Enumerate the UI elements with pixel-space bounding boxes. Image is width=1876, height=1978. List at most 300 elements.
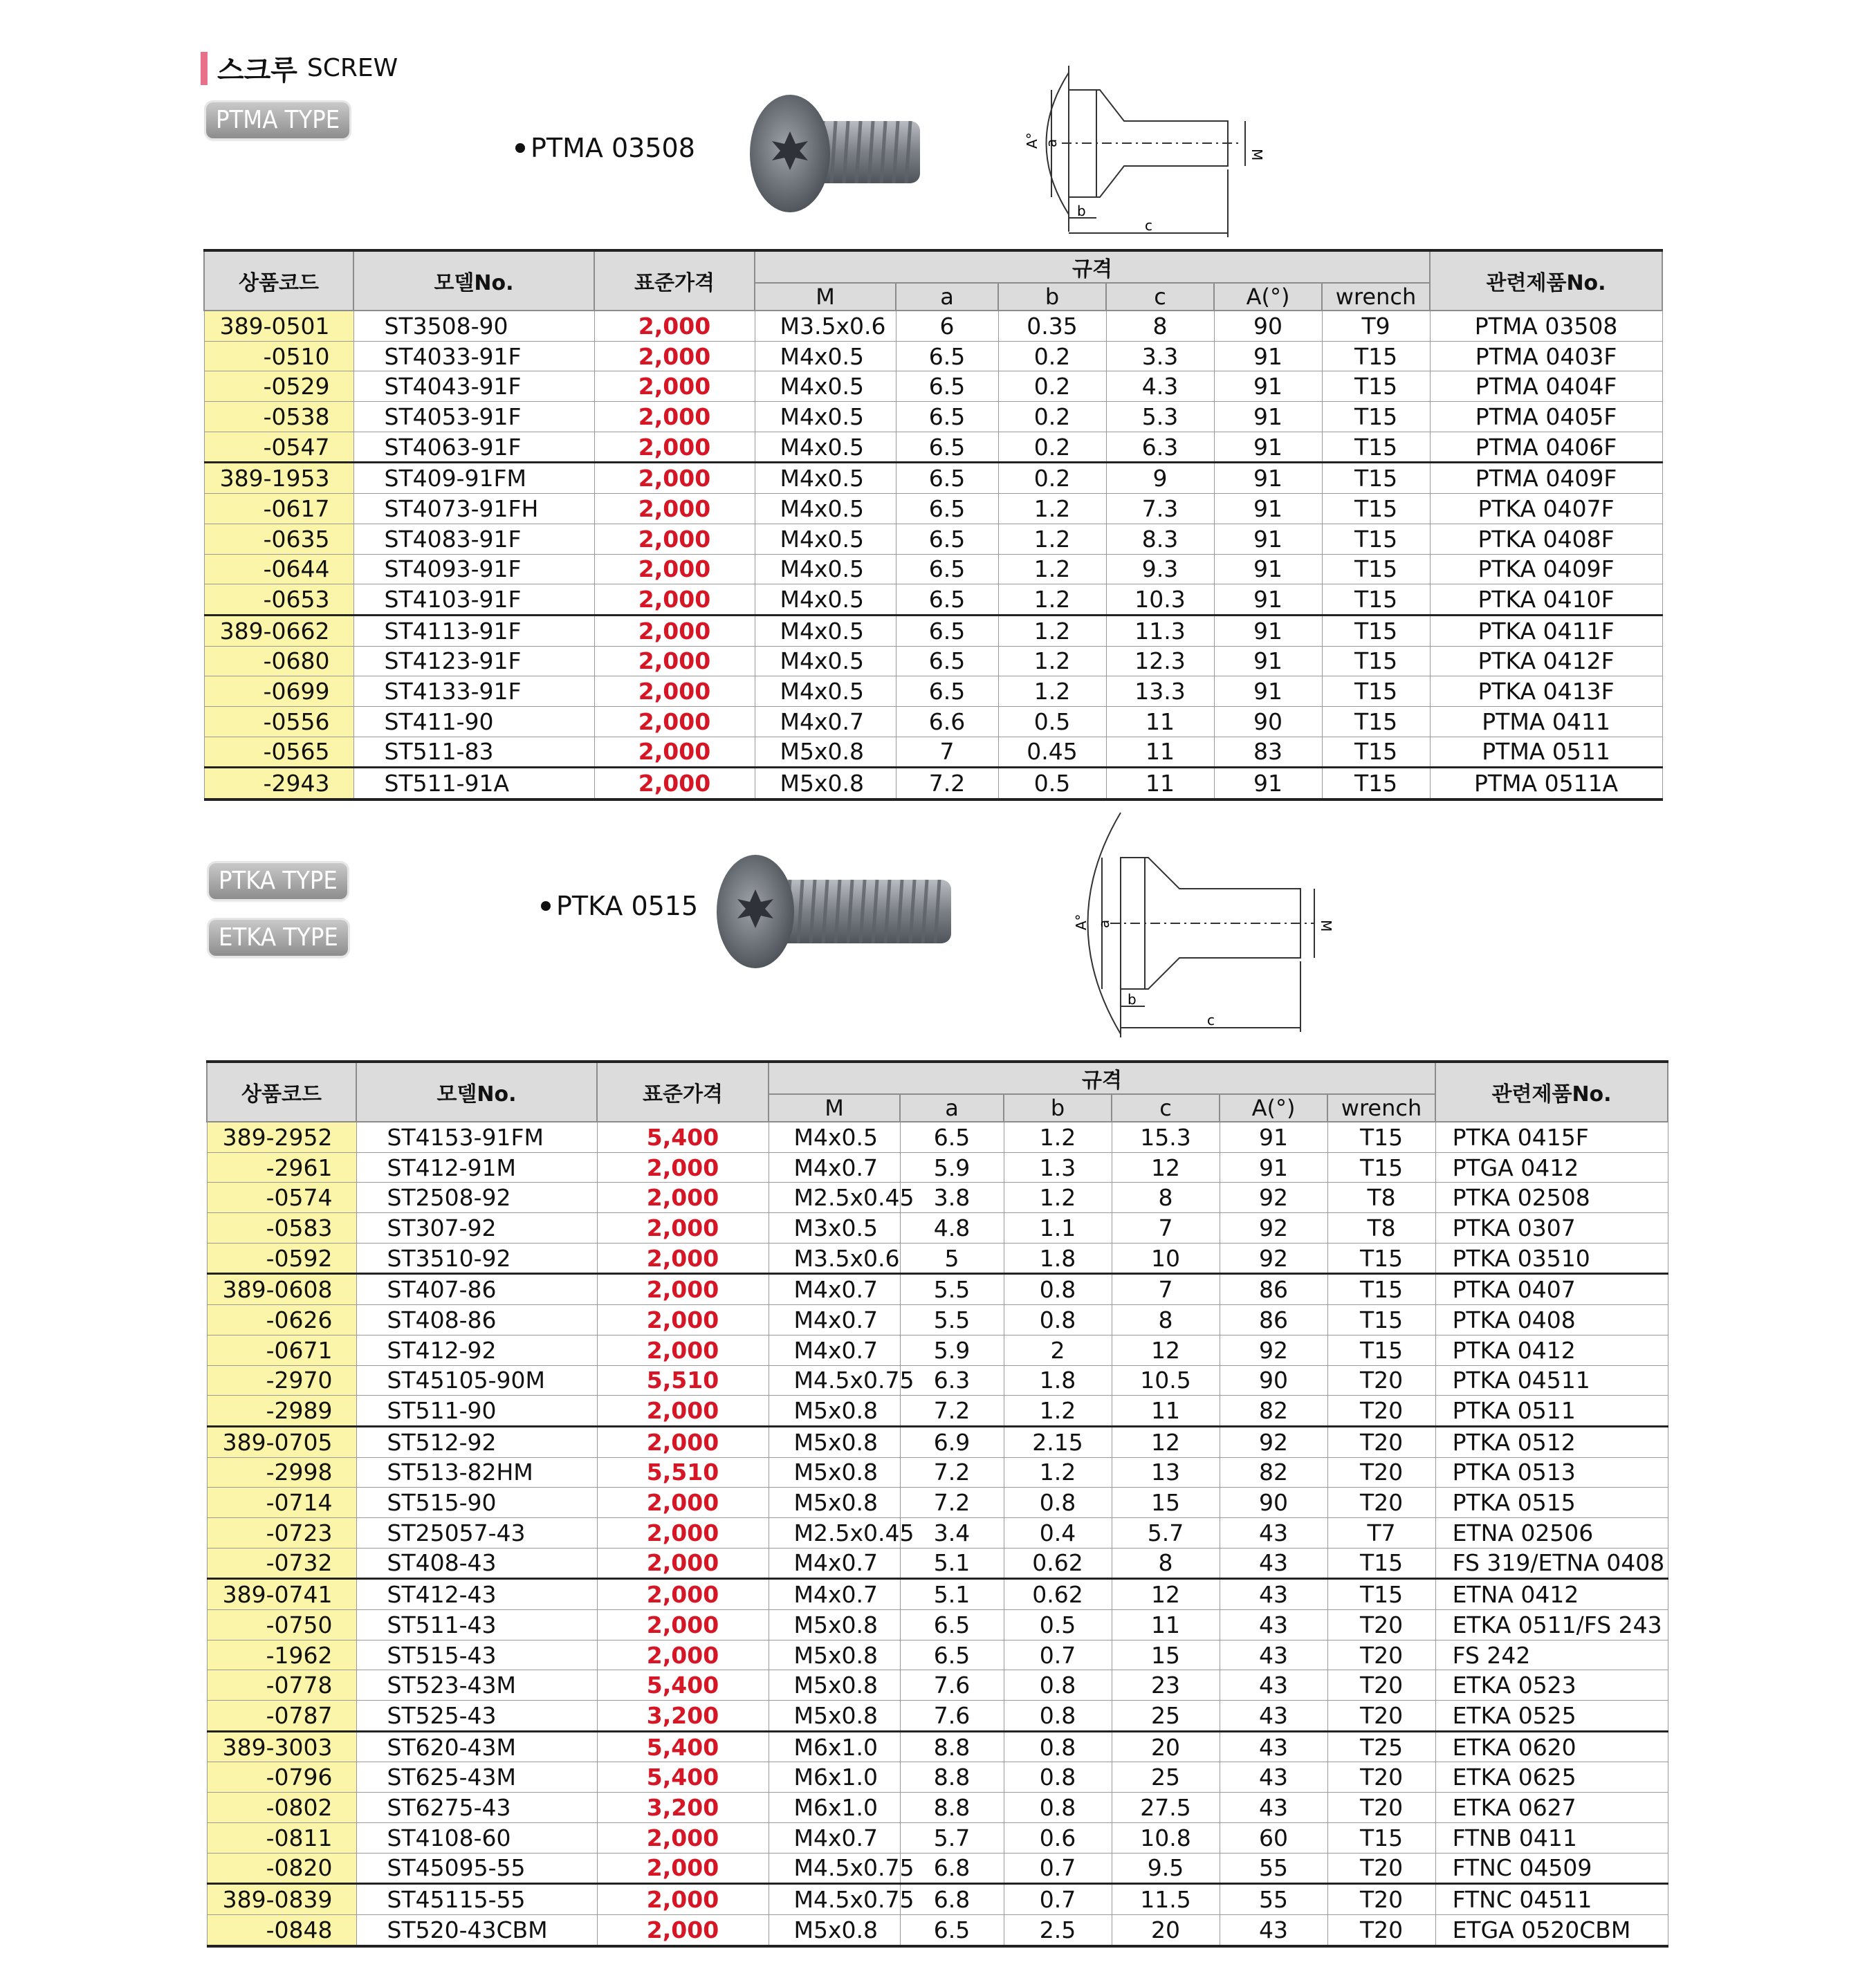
cell-angle: 90 (1220, 1488, 1327, 1518)
header-spec: 규격 (769, 1062, 1435, 1094)
cell-b: 0.8 (1004, 1274, 1112, 1305)
cell-c: 8.3 (1106, 524, 1214, 554)
cell-thread: M5x0.8 (769, 1396, 900, 1427)
table-row (207, 1884, 1668, 1915)
cell-b: 1.2 (998, 494, 1106, 524)
cell-angle: 91 (1214, 463, 1322, 494)
cell-related: ETGA 0520CBM (1435, 1914, 1668, 1945)
cell-price: 2,000 (597, 1335, 769, 1365)
cell-code: -0723 (207, 1517, 356, 1548)
table-row (207, 1762, 1668, 1793)
cell-b: 2.5 (1004, 1914, 1112, 1945)
table-row (207, 1793, 1668, 1823)
cell-related: PTKA 03510 (1435, 1243, 1668, 1274)
cell-wrench: T20 (1327, 1914, 1435, 1945)
cell-related: PTKA 0407F (1430, 494, 1662, 524)
table-row (207, 1396, 1668, 1427)
cell-b: 0.5 (998, 768, 1106, 799)
cell-model: ST511-43 (356, 1610, 597, 1640)
cell-related: ETKA 0523 (1435, 1670, 1668, 1701)
header-a: a (896, 283, 998, 311)
cell-code: 389-0705 (207, 1426, 356, 1457)
cell-model: ST4108-60 (356, 1822, 597, 1853)
cell-c: 4.3 (1106, 371, 1214, 402)
cell-related: PTMA 03508 (1430, 311, 1662, 341)
cell-b: 0.8 (1004, 1701, 1112, 1732)
cell-related: PTMA 0511A (1430, 768, 1662, 799)
product-label-ptma (515, 133, 695, 163)
cell-a: 7.2 (896, 768, 998, 799)
header-wrench: wrench (1322, 283, 1430, 311)
cell-angle: 91 (1214, 432, 1322, 463)
cell-price: 2,000 (594, 341, 755, 371)
cell-price: 2,000 (594, 706, 755, 737)
cell-c: 25 (1112, 1762, 1220, 1793)
cell-angle: 60 (1220, 1822, 1327, 1853)
cell-code: -0617 (204, 494, 353, 524)
cell-c: 5.7 (1112, 1517, 1220, 1548)
header-price: 표준가격 (597, 1062, 769, 1122)
cell-thread: M2.5x0.45 (769, 1517, 900, 1548)
cell-price: 2,000 (594, 554, 755, 584)
table-row (204, 463, 1662, 494)
cell-a: 6.5 (896, 524, 998, 554)
cell-code: -0592 (207, 1243, 356, 1274)
cell-c: 12 (1112, 1579, 1220, 1610)
cell-b: 1.8 (1004, 1243, 1112, 1274)
cell-code: -0635 (204, 524, 353, 554)
cell-code: -0565 (204, 737, 353, 768)
cell-code: -2989 (207, 1396, 356, 1427)
table-row (204, 706, 1662, 737)
header-A: A(°) (1214, 283, 1322, 311)
cell-b: 1.2 (998, 554, 1106, 584)
cell-price: 2,000 (597, 1517, 769, 1548)
cell-angle: 90 (1214, 706, 1322, 737)
cell-thread: M4x0.5 (755, 524, 896, 554)
diagram-label-A: A° (1073, 914, 1089, 930)
cell-angle: 91 (1214, 524, 1322, 554)
cell-wrench: T15 (1327, 1548, 1435, 1579)
cell-angle: 43 (1220, 1548, 1327, 1579)
cell-c: 20 (1112, 1731, 1220, 1762)
cell-b: 0.2 (998, 402, 1106, 432)
cell-b: 0.62 (1004, 1548, 1112, 1579)
cell-code: 389-0608 (207, 1274, 356, 1305)
cell-price: 2,000 (594, 737, 755, 768)
cell-model: ST4113-91F (353, 615, 594, 646)
cell-code: -2943 (204, 768, 353, 799)
cell-wrench: T20 (1327, 1853, 1435, 1884)
cell-c: 12 (1112, 1335, 1220, 1365)
table-row (204, 494, 1662, 524)
cell-b: 0.8 (1004, 1793, 1112, 1823)
title-accent-bar (201, 52, 208, 85)
cell-code: -0732 (207, 1548, 356, 1579)
cell-thread: M6x1.0 (769, 1762, 900, 1793)
cell-model: ST515-90 (356, 1488, 597, 1518)
cell-thread: M6x1.0 (769, 1731, 900, 1762)
table-row (207, 1488, 1668, 1518)
cell-wrench: T15 (1322, 432, 1430, 463)
table-row (204, 524, 1662, 554)
cell-model: ST4123-91F (353, 646, 594, 676)
header-price: 표준가격 (594, 250, 755, 311)
header-c: c (1112, 1094, 1220, 1122)
cell-b: 0.62 (1004, 1579, 1112, 1610)
cell-model: ST520-43CBM (356, 1914, 597, 1945)
diagram-label-b: b (1128, 991, 1137, 1008)
cell-a: 5.5 (900, 1274, 1004, 1305)
cell-related: ETNA 0412 (1435, 1579, 1668, 1610)
table-row (204, 341, 1662, 371)
cell-price: 2,000 (594, 524, 755, 554)
cell-a: 6 (896, 311, 998, 341)
cell-thread: M2.5x0.45 (769, 1183, 900, 1213)
header-code: 상품코드 (207, 1062, 356, 1122)
cell-thread: M4x0.7 (769, 1152, 900, 1183)
cell-code: 389-3003 (207, 1731, 356, 1762)
cell-a: 3.8 (900, 1183, 1004, 1213)
cell-code: -0796 (207, 1762, 356, 1793)
diagram-label-a: a (1043, 138, 1060, 147)
cell-angle: 83 (1214, 737, 1322, 768)
cell-a: 6.5 (896, 615, 998, 646)
cell-angle: 43 (1220, 1640, 1327, 1670)
table-row (204, 768, 1662, 799)
cell-angle: 91 (1214, 584, 1322, 616)
bullet-icon (541, 901, 551, 911)
cell-c: 10.3 (1106, 584, 1214, 616)
cell-b: 0.35 (998, 311, 1106, 341)
spec-table-ptma (203, 249, 1663, 801)
cell-a: 6.5 (896, 402, 998, 432)
cell-a: 6.5 (896, 432, 998, 463)
cell-model: ST412-43 (356, 1579, 597, 1610)
cell-c: 3.3 (1106, 341, 1214, 371)
cell-thread: M5x0.8 (769, 1457, 900, 1488)
header-related: 관련제품No. (1435, 1062, 1668, 1122)
cell-b: 0.8 (1004, 1731, 1112, 1762)
cell-thread: M5x0.8 (769, 1914, 900, 1945)
cell-wrench: T15 (1327, 1274, 1435, 1305)
cell-a: 5.9 (900, 1335, 1004, 1365)
screw-photo-ptka (712, 851, 962, 975)
table-row (204, 432, 1662, 463)
cell-angle: 86 (1220, 1274, 1327, 1305)
cell-a: 6.5 (896, 463, 998, 494)
cell-model: ST4153-91FM (356, 1122, 597, 1152)
table-row (207, 1548, 1668, 1579)
cell-wrench: T15 (1322, 402, 1430, 432)
cell-code: 389-0501 (204, 311, 353, 341)
cell-code: -2998 (207, 1457, 356, 1488)
cell-wrench: T15 (1322, 463, 1430, 494)
cell-price: 2,000 (597, 1610, 769, 1640)
cell-price: 2,000 (597, 1914, 769, 1945)
cell-related: PTKA 0412 (1435, 1335, 1668, 1365)
table-row (207, 1243, 1668, 1274)
cell-code: 389-0662 (204, 615, 353, 646)
cell-model: ST4063-91F (353, 432, 594, 463)
cell-angle: 92 (1220, 1426, 1327, 1457)
cell-a: 7.2 (900, 1457, 1004, 1488)
cell-wrench: T15 (1322, 706, 1430, 737)
cell-related: PTKA 0409F (1430, 554, 1662, 584)
cell-b: 0.5 (1004, 1610, 1112, 1640)
cell-thread: M4.5x0.75 (769, 1884, 900, 1915)
cell-model: ST6275-43 (356, 1793, 597, 1823)
cell-thread: M4x0.7 (755, 706, 896, 737)
cell-b: 1.1 (1004, 1213, 1112, 1244)
cell-price: 2,000 (594, 371, 755, 402)
cell-wrench: T15 (1322, 341, 1430, 371)
cell-price: 2,000 (594, 463, 755, 494)
header-model: 모델No. (356, 1062, 597, 1122)
cell-wrench: T15 (1322, 494, 1430, 524)
cell-model: ST45095-55 (356, 1853, 597, 1884)
cell-code: -0778 (207, 1670, 356, 1701)
cell-b: 1.2 (998, 676, 1106, 707)
cell-wrench: T15 (1322, 676, 1430, 707)
cell-wrench: T9 (1322, 311, 1430, 341)
cell-price: 3,200 (597, 1701, 769, 1732)
cell-a: 5 (900, 1243, 1004, 1274)
header-M: M (769, 1094, 900, 1122)
product-label-text: PTMA 03508 (531, 133, 695, 163)
cell-thread: M4x0.5 (755, 432, 896, 463)
cell-wrench: T15 (1322, 646, 1430, 676)
cell-wrench: T20 (1327, 1670, 1435, 1701)
cell-related: PTKA 0407 (1435, 1274, 1668, 1305)
cell-related: ETKA 0625 (1435, 1762, 1668, 1793)
cell-angle: 91 (1214, 402, 1322, 432)
cell-c: 11 (1112, 1396, 1220, 1427)
cell-model: ST408-43 (356, 1548, 597, 1579)
cell-b: 0.6 (1004, 1822, 1112, 1853)
cell-angle: 43 (1220, 1731, 1327, 1762)
diagram-label-A: A° (1024, 132, 1040, 149)
cell-price: 5,400 (597, 1670, 769, 1701)
cell-wrench: T15 (1327, 1152, 1435, 1183)
cell-related: FS 319/ETNA 0408 (1435, 1548, 1668, 1579)
cell-related: PTKA 04511 (1435, 1365, 1668, 1396)
cell-b: 1.8 (1004, 1365, 1112, 1396)
badge-etka-type: ETKA TYPE (209, 920, 348, 956)
cell-a: 5.1 (900, 1579, 1004, 1610)
cell-related: PTMA 0405F (1430, 402, 1662, 432)
cell-thread: M4x0.7 (769, 1335, 900, 1365)
cell-angle: 43 (1220, 1517, 1327, 1548)
cell-b: 0.8 (1004, 1488, 1112, 1518)
page-title (201, 48, 398, 88)
cell-related: PTKA 0413F (1430, 676, 1662, 707)
cell-a: 6.6 (896, 706, 998, 737)
diagram-label-a: a (1096, 919, 1112, 928)
cell-wrench: T20 (1327, 1426, 1435, 1457)
cell-wrench: T15 (1322, 584, 1430, 616)
cell-related: PTKA 0512 (1435, 1426, 1668, 1457)
cell-c: 9.3 (1106, 554, 1214, 584)
cell-model: ST4053-91F (353, 402, 594, 432)
cell-c: 12 (1112, 1152, 1220, 1183)
cell-c: 25 (1112, 1701, 1220, 1732)
cell-b: 0.8 (1004, 1762, 1112, 1793)
cell-wrench: T8 (1327, 1183, 1435, 1213)
cell-related: ETKA 0511/FS 243 (1435, 1610, 1668, 1640)
cell-wrench: T15 (1322, 768, 1430, 799)
cell-price: 5,400 (597, 1731, 769, 1762)
cell-related: PTMA 0411 (1430, 706, 1662, 737)
cell-a: 8.8 (900, 1731, 1004, 1762)
cell-related: FTNC 04509 (1435, 1853, 1668, 1884)
cell-wrench: T20 (1327, 1610, 1435, 1640)
cell-related: PTKA 0415F (1435, 1122, 1668, 1152)
cell-code: 389-0839 (207, 1884, 356, 1915)
cell-price: 2,000 (597, 1884, 769, 1915)
cell-a: 6.8 (900, 1853, 1004, 1884)
cell-c: 11.5 (1112, 1884, 1220, 1915)
cell-angle: 82 (1220, 1396, 1327, 1427)
cell-c: 13.3 (1106, 676, 1214, 707)
header-related: 관련제품No. (1430, 250, 1662, 311)
cell-code: -0820 (207, 1853, 356, 1884)
cell-model: ST4093-91F (353, 554, 594, 584)
header-model: 모델No. (353, 250, 594, 311)
cell-b: 1.2 (1004, 1183, 1112, 1213)
cell-a: 6.5 (900, 1610, 1004, 1640)
cell-model: ST408-86 (356, 1305, 597, 1335)
cell-code: -0787 (207, 1701, 356, 1732)
cell-angle: 91 (1214, 615, 1322, 646)
table-row (207, 1914, 1668, 1945)
cell-c: 9 (1106, 463, 1214, 494)
cell-wrench: T8 (1327, 1213, 1435, 1244)
cell-wrench: T20 (1327, 1488, 1435, 1518)
cell-a: 6.5 (896, 371, 998, 402)
cell-related: PTMA 0511 (1430, 737, 1662, 768)
table-row (207, 1457, 1668, 1488)
cell-price: 2,000 (597, 1396, 769, 1427)
cell-thread: M4.5x0.75 (769, 1853, 900, 1884)
cell-a: 6.5 (896, 554, 998, 584)
cell-c: 11.3 (1106, 615, 1214, 646)
cell-wrench: T20 (1327, 1762, 1435, 1793)
cell-b: 1.2 (998, 524, 1106, 554)
cell-c: 5.3 (1106, 402, 1214, 432)
cell-b: 2 (1004, 1335, 1112, 1365)
cell-c: 15.3 (1112, 1122, 1220, 1152)
table-row (204, 554, 1662, 584)
cell-a: 8.8 (900, 1793, 1004, 1823)
cell-angle: 91 (1220, 1152, 1327, 1183)
cell-b: 0.7 (1004, 1640, 1112, 1670)
cell-b: 1.3 (1004, 1152, 1112, 1183)
title-korean: 스크루 (217, 55, 297, 86)
cell-code: -2970 (207, 1365, 356, 1396)
cell-b: 0.2 (998, 432, 1106, 463)
cell-thread: M4.5x0.75 (769, 1365, 900, 1396)
cell-angle: 92 (1220, 1213, 1327, 1244)
cell-a: 6.8 (900, 1884, 1004, 1915)
cell-angle: 43 (1220, 1701, 1327, 1732)
cell-thread: M4x0.7 (769, 1579, 900, 1610)
table-row (204, 737, 1662, 768)
diagram-label-M: M (1318, 920, 1334, 932)
diagram-label-c: c (1145, 217, 1152, 234)
cell-related: FS 242 (1435, 1640, 1668, 1670)
table-row (207, 1213, 1668, 1244)
cell-thread: M4x0.5 (755, 554, 896, 584)
cell-angle: 91 (1214, 676, 1322, 707)
cell-price: 2,000 (594, 584, 755, 616)
cell-price: 2,000 (597, 1640, 769, 1670)
cell-a: 5.7 (900, 1822, 1004, 1853)
cell-a: 5.5 (900, 1305, 1004, 1335)
cell-price: 5,400 (597, 1122, 769, 1152)
cell-related: PTKA 0513 (1435, 1457, 1668, 1488)
cell-wrench: T15 (1322, 524, 1430, 554)
cell-angle: 86 (1220, 1305, 1327, 1335)
cell-a: 6.3 (900, 1365, 1004, 1396)
cell-b: 1.2 (998, 584, 1106, 616)
cell-c: 10 (1112, 1243, 1220, 1274)
cell-code: -0699 (204, 676, 353, 707)
cell-angle: 91 (1214, 371, 1322, 402)
cell-related: ETKA 0620 (1435, 1731, 1668, 1762)
cell-c: 9.5 (1112, 1853, 1220, 1884)
cell-a: 4.8 (900, 1213, 1004, 1244)
cell-c: 27.5 (1112, 1793, 1220, 1823)
cell-a: 7.2 (900, 1396, 1004, 1427)
cell-thread: M3.5x0.6 (755, 311, 896, 341)
cell-price: 3,200 (597, 1793, 769, 1823)
cell-related: PTKA 0411F (1430, 615, 1662, 646)
cell-angle: 55 (1220, 1884, 1327, 1915)
cell-angle: 91 (1220, 1122, 1327, 1152)
table-row (207, 1426, 1668, 1457)
cell-angle: 92 (1220, 1243, 1327, 1274)
table-row (207, 1183, 1668, 1213)
table-row (207, 1335, 1668, 1365)
cell-c: 7 (1112, 1274, 1220, 1305)
cell-wrench: T20 (1327, 1701, 1435, 1732)
cell-model: ST512-92 (356, 1426, 597, 1457)
cell-price: 2,000 (597, 1243, 769, 1274)
cell-code: 389-2952 (207, 1122, 356, 1152)
table-row (204, 615, 1662, 646)
cell-b: 0.7 (1004, 1884, 1112, 1915)
cell-wrench: T15 (1322, 615, 1430, 646)
cell-c: 15 (1112, 1488, 1220, 1518)
cell-code: -0529 (204, 371, 353, 402)
table-row (204, 311, 1662, 341)
cell-wrench: T15 (1327, 1822, 1435, 1853)
cell-thread: M4x0.7 (769, 1305, 900, 1335)
table-row (207, 1305, 1668, 1335)
cell-angle: 91 (1214, 554, 1322, 584)
diagram-label-c: c (1207, 1012, 1215, 1028)
table-row (207, 1822, 1668, 1853)
cell-model: ST515-43 (356, 1640, 597, 1670)
cell-price: 2,000 (594, 402, 755, 432)
cell-thread: M3x0.5 (769, 1213, 900, 1244)
cell-a: 6.9 (900, 1426, 1004, 1457)
table-row (207, 1670, 1668, 1701)
cell-price: 2,000 (597, 1822, 769, 1853)
cell-c: 12 (1112, 1426, 1220, 1457)
cell-price: 2,000 (594, 311, 755, 341)
